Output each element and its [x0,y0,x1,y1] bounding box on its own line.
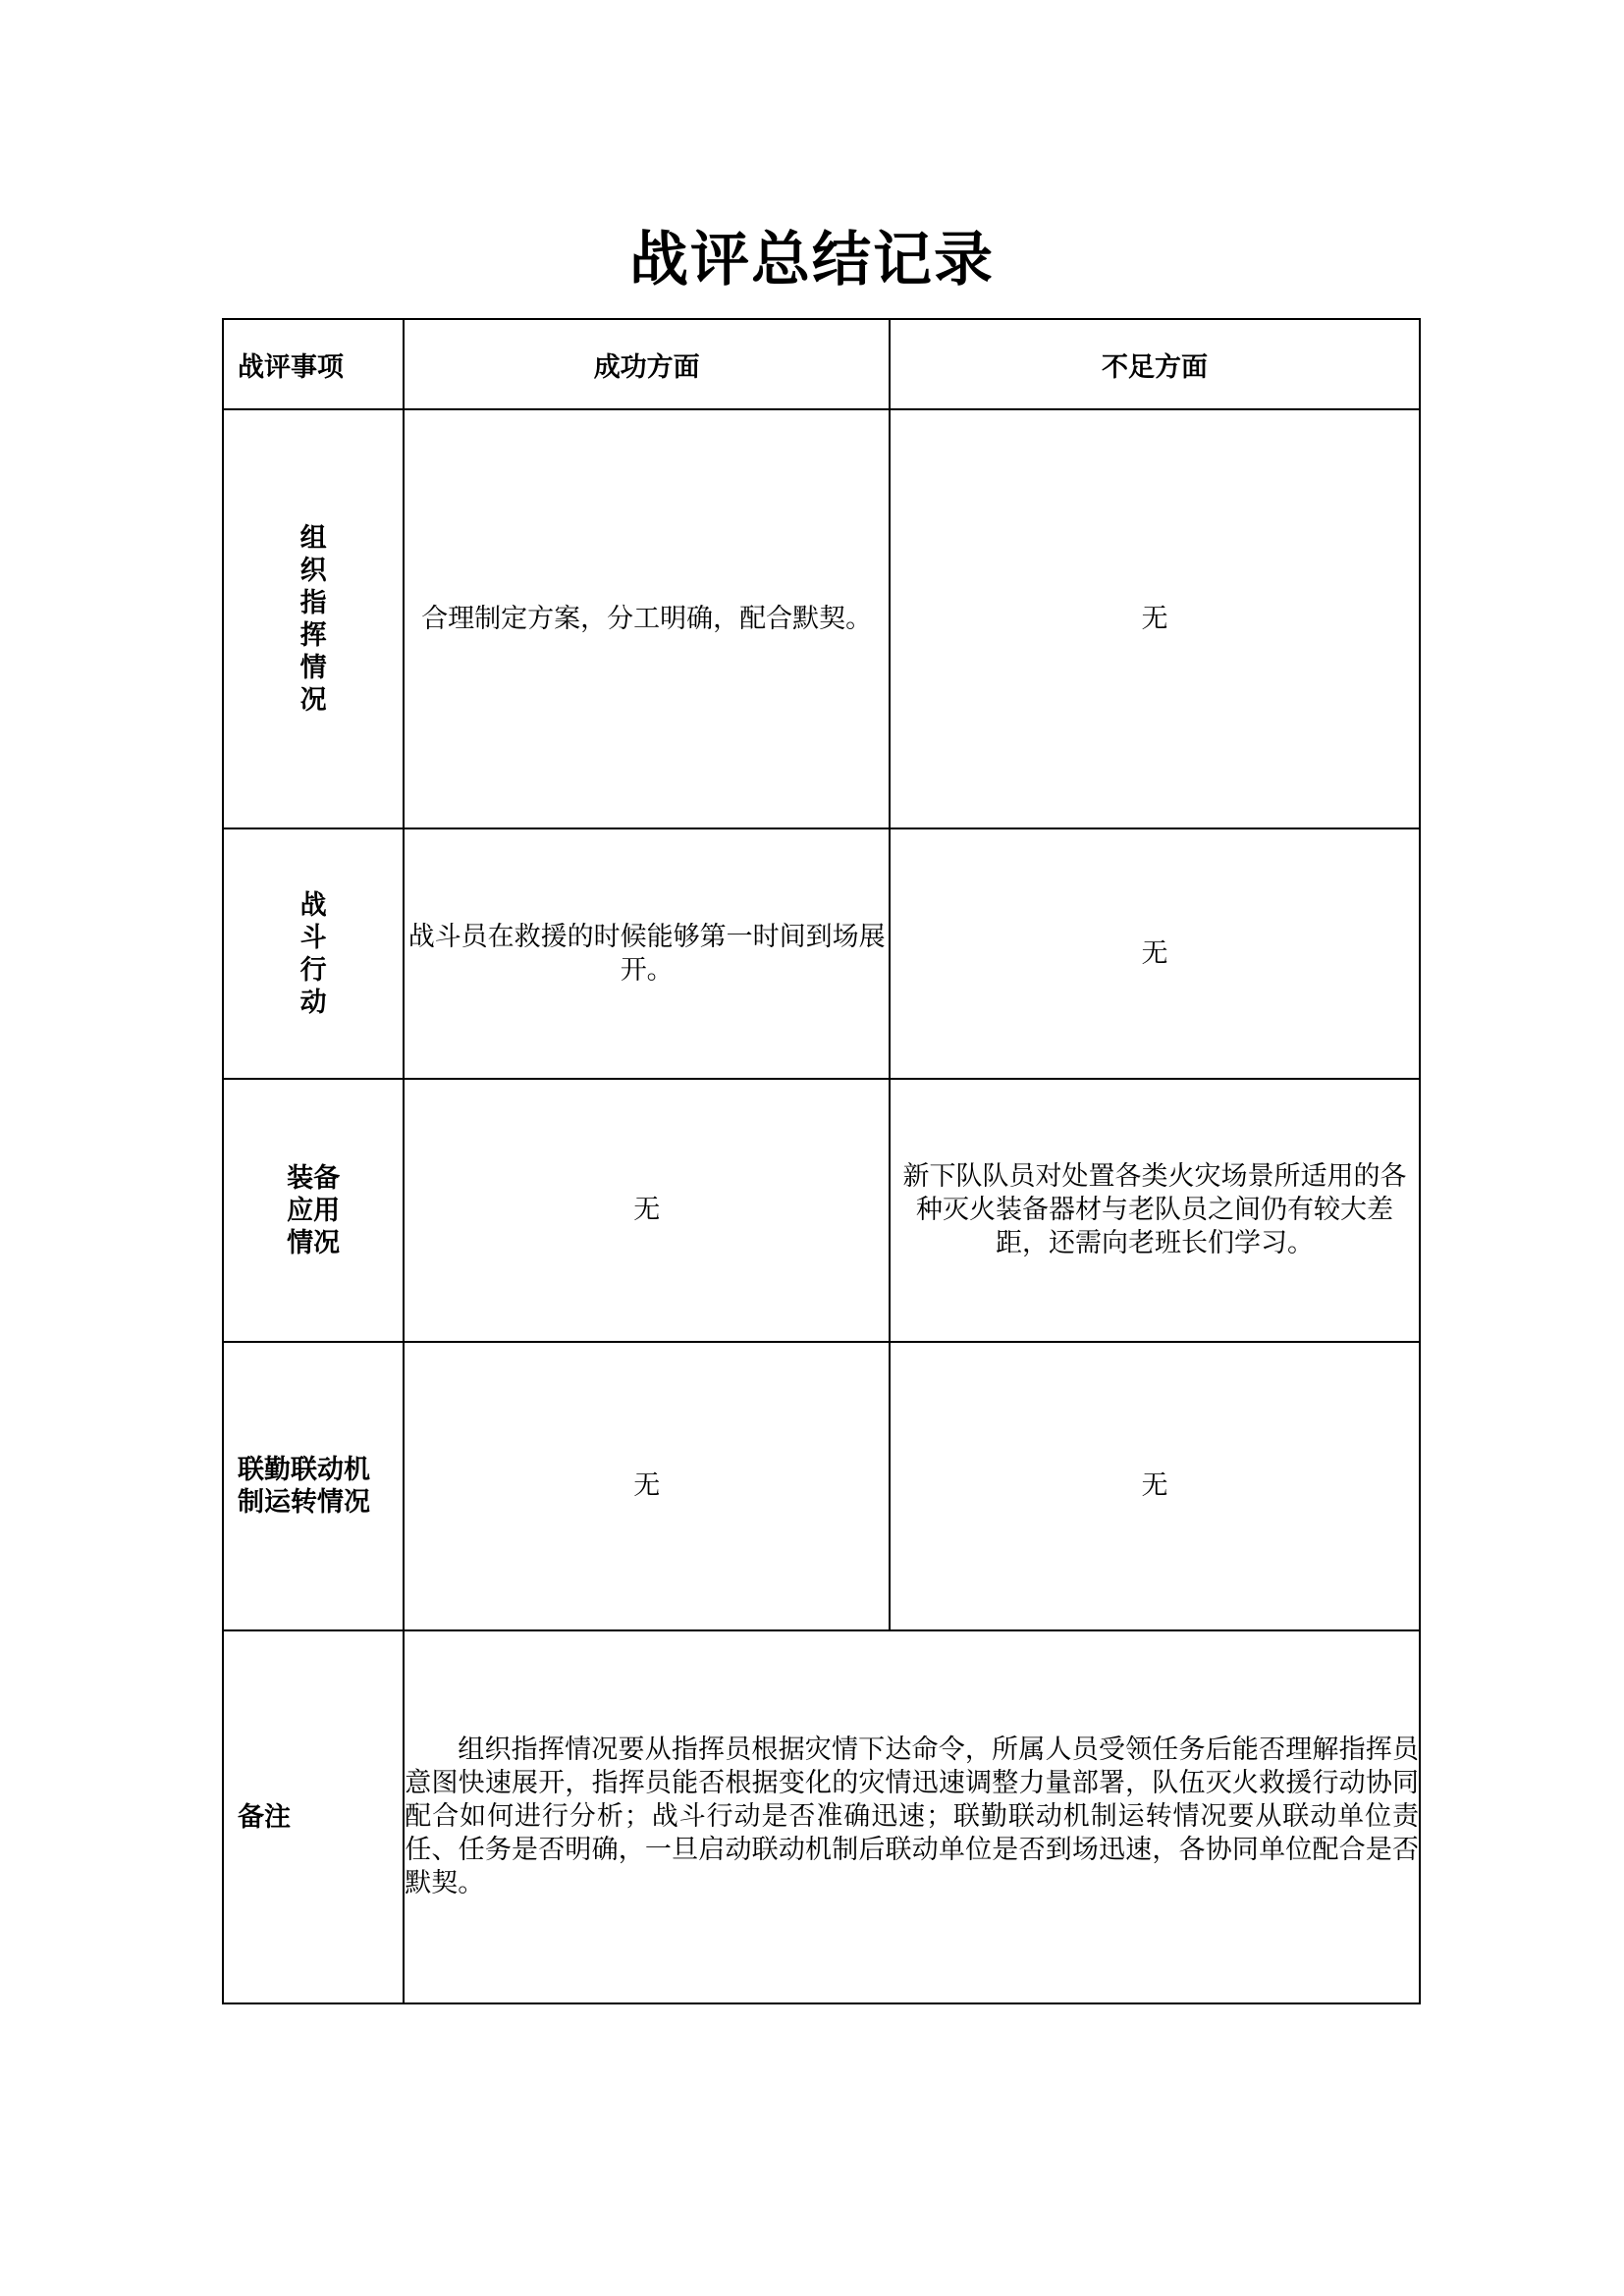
table-row-equipment-application [223,1079,1420,1342]
table-row-organization-command [223,409,1420,828]
row-label-combat-action: 战 斗 行 动 [223,828,404,1079]
table-header-row [223,319,1420,409]
page-title: 战评总结记录 [629,226,995,294]
header-success: 成功方面 [404,319,890,409]
header-shortcoming: 不足方面 [890,319,1420,409]
shortcoming-joint-mechanism: 无 [890,1342,1420,1630]
row-label-equipment-application: 装备 应用 情况 [223,1079,404,1342]
row-label-organization-command: 组 织 指 挥 情 况 [223,409,404,828]
shortcoming-equipment-application: 新下队队员对处置各类火灾场景所适用的各种灭火装备器材与老队员之间仍有较大差距，还需向老班长们学习。 [890,1079,1420,1342]
table-row-combat-action [223,828,1420,1079]
table-row-joint-mechanism [223,1342,1420,1630]
header-item: 战评事项 [223,319,404,409]
row-label-remarks: 备注 [223,1630,404,2003]
success-organization-command: 合理制定方案，分工明确，配合默契。 [404,409,890,828]
shortcoming-combat-action: 无 [890,828,1420,1079]
success-combat-action: 战斗员在救援的时候能够第一时间到场展开。 [404,828,890,1079]
row-label-joint-mechanism: 联勤联动机 制运转情况 [223,1342,404,1630]
success-joint-mechanism: 无 [404,1342,890,1630]
table-row-remarks [223,1630,1420,2003]
evaluation-table [222,318,1421,2004]
remarks-text: 组织指挥情况要从指挥员根据灾情下达命令，所属人员受领任务后能否理解指挥员意图快速展开，指挥员能否根据变化的灾情迅速调整力量部署，队伍灭火救援行动协同配合如何进行分析；战斗行动是否准确迅速；联勤联动机制运转情况要从联动单位责任、任务是否明确，一旦启动联动机制后联动单位是否到场迅速，各协同单位配合是否默契。 [404,1630,1420,2003]
shortcoming-organization-command: 无 [890,409,1420,828]
success-equipment-application: 无 [404,1079,890,1342]
